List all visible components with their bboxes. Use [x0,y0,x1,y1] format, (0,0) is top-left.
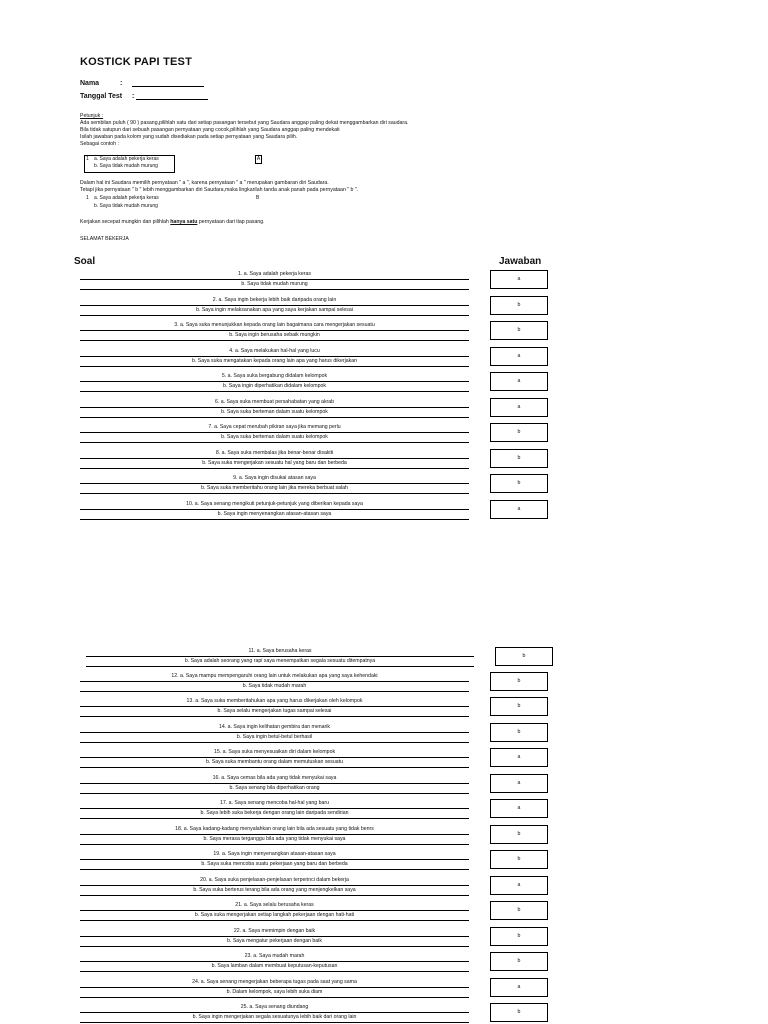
instruction-line: Bila tidak satupun dari sebuah pasangan pernyataan yang cocok,pilihlah yang Saudara anggap paling mendekati [80,127,340,133]
statement-b: b. Saya tidak mudah marah [80,682,469,692]
question-row [80,927,548,947]
statement-a: 9. a. Saya ingin disukai atasan saya [80,474,469,484]
question-row [80,347,548,367]
question-row [80,672,548,692]
statement-b: b. Dalam kelompok, saya lebih suka diam [80,988,469,998]
note-post: pernyataan dari tiap pasang. [197,219,265,225]
document-title: KOSTICK PAPI TEST [80,56,192,68]
statement-b: b. Saya merasa terganggu bila ada yang tidak menyukai saya [80,835,469,845]
example-option-a: a. Saya adalah pekerja keras [94,156,159,162]
soal-header: Soal [74,256,96,267]
answer-cell[interactable]: a [490,270,548,289]
note-line [80,219,265,226]
question-row [80,901,548,921]
question-row [80,850,548,870]
statement-a: 24. a. Saya senang mengerjakan beberapa tugas pada saat yang sama [80,978,469,988]
statement-a: 17. a. Saya senang mencoba hal-hal yang baru [80,799,469,809]
answer-cell[interactable]: b [490,449,548,468]
test-date-label: Tanggal Test [80,93,123,100]
answer-cell[interactable]: b [490,1003,548,1022]
jawaban-header: Jawaban [499,256,542,267]
statement-a: 2. a. Saya ingin bekerja lebih baik daripada orang lain [80,296,469,306]
statement-b: b. Saya lebih suka bekerja dengan orang lain daripada sendirian [80,809,469,819]
question-row [80,876,548,896]
statement-a: 19. a. Saya ingin menyenangkan atasan-atasan saya [80,850,469,860]
statement-a: 22. a. Saya memimpin dengan baik [80,927,469,937]
statement-b: b. Saya suka berteman dalam suatu kelompok [80,433,469,443]
answer-cell[interactable]: a [490,876,548,895]
instruction-line: Ada sembilan puluh ( 90 ) pasang,pilihlah satu dari setiap pasangan tersebut yang Saudara anggap paling dekat menggambarkan diri saudara. [80,120,409,126]
statement-b: b. Saya suka memberitahu orang lain jika mereka berbuat salah [80,484,469,494]
example2-number: 1 [86,195,89,201]
answer-cell[interactable]: a [490,372,548,391]
statement-a: 18. a. Saya kadang-kadang menyalahkan orang lain bila ada sesuatu yang tidak benrs [80,825,469,835]
question-row [80,296,548,316]
example2-option-a: a. Saya adalah pekerja keras [94,195,159,201]
answer-cell[interactable]: b [490,672,548,691]
name-label: Nama [80,80,100,87]
name-blank-line[interactable] [132,79,204,87]
note-emphasis: hanya satu [170,219,198,225]
answer-cell[interactable]: a [490,774,548,793]
example2-option-b: b. Saya tidak mudah murung [94,203,158,209]
statement-b: b. Saya ingin diperhatikan didalam kelompok [80,382,469,392]
test-date-field[interactable] [80,92,208,100]
statement-b: b. Saya mengatur pekerjaan dengan baik [80,937,469,947]
statement-b: b. Saya suka mengerjakan setiap langkah pekerjaan dengan hati-hati [80,911,469,921]
statement-b: b. Saya suka berteman dalam suatu kelompok [80,408,469,418]
statement-a: 12. a. Saya mampu mempengaruhi orang lain untuk melakukan apa yang saya kehendaki [80,672,469,682]
statement-b: b. Saya suka mengatakan kepada orang lain apa yang harus dikerjakan [80,357,469,367]
question-row [80,774,548,794]
statement-b: b. Saya tidak mudah murung [80,280,469,290]
statement-b: b. Saya suka mencoba suatu pekerjaan yang baru dan berbeda [80,860,469,870]
question-row [80,423,548,443]
question-row [80,723,548,743]
statement-a: 6. a. Saya suka membuat persahabatan yang akrab [80,398,469,408]
question-row [80,474,548,494]
question-row [80,500,548,520]
example-answer-mark: A [256,156,261,162]
answer-cell[interactable]: b [490,296,548,315]
answer-cell[interactable]: b [495,647,553,666]
statement-a: 5. a. Saya suka bergabung didalam kelompok [80,372,469,382]
statement-b: b. Saya ingin betul-betul berhasil [80,733,469,743]
statement-a: 14. a. Saya ingin kelihatan gembira dan menarik [80,723,469,733]
statement-a: 4. a. Saya melakukan hal-hal yang lucu [80,347,469,357]
question-row [80,697,548,717]
example2-answer: B [256,195,260,201]
question-row [80,978,548,998]
statement-a: 11. a. Saya berusaha keras [86,647,474,657]
statement-a: 13. a. Saya suka memberitahukan apa yang harus dikerjakan oleh kelompok [80,697,469,707]
test-date-blank-line[interactable] [136,92,208,100]
answer-cell[interactable]: a [490,748,548,767]
answer-cell[interactable]: b [490,697,548,716]
answer-cell[interactable]: b [490,723,548,742]
statement-b: b. Saya suka membantu orang dalam memutuskan sesuatu [80,758,469,768]
statement-b: b. Saya lamban dalam membuat keputusan-keputusan [80,962,469,972]
statement-a: 15. a. Saya suka menyesuaikan diri dalam kelompok [80,748,469,758]
statement-a: 1. a. Saya adalah pekerja keras [80,270,469,280]
question-row [86,647,553,667]
statement-b: b. Saya adalah seorang yang rapi saya menempatkan segala sesuatu ditempatnya [86,657,474,667]
answer-cell[interactable]: b [490,901,548,920]
question-row [80,270,548,290]
statement-b: b. Saya suka berterus terang bila ada orang yang menjengkelkan saya [80,886,469,896]
answer-cell[interactable]: a [490,978,548,997]
statement-b: b. Saya ingin mengerjakan segala sesuatunya lebih baik dari orang lain [80,1013,469,1023]
statement-a: 16. a. Saya cemas bila ada yang tidak menyukai saya [80,774,469,784]
explanation-line: Tetapi jika pernyataan " b " lebih menggambarkan diri Saudara,maka lingkarilah tanda anak panah pada pernyataan " b ". [80,187,359,193]
instructions-heading: Petunjuk : [80,113,104,119]
instruction-line: Isilah jawaban pada kolom yang sudah disediakan pada setiap pernyataan yang Saudara pilih. [80,134,298,140]
name-field[interactable] [80,79,204,87]
answer-cell[interactable]: b [490,927,548,946]
answer-cell[interactable]: b [490,423,548,442]
answer-cell[interactable]: b [490,952,548,971]
statement-a: 10. a. Saya senang mengikuti petunjuk-petunjuk yang diberikan kepada saya [80,500,469,510]
question-row [80,1003,548,1023]
question-row [80,799,548,819]
statement-a: 20. a. Saya suka penjelasan-penjelasan terperinci dalam bekerja [80,876,469,886]
question-row [80,825,548,845]
example-option-b: b. Saya tidak mudah murung [94,163,158,169]
statement-a: 7. a. Saya cepat merubah pikiran saya jika memang perlu [80,423,469,433]
statement-b: b. Saya selalu mengerjakan tugas sampai selesai [80,707,469,717]
closing-text: SELAMAT BEKERJA [80,236,129,242]
answer-cell[interactable]: b [490,474,548,493]
test-date-colon: : [132,93,135,100]
statement-a: 3. a. Saya suka menunjukkan kepada orang lain bagaimana cara mengerjakan sesuatu [80,321,469,331]
question-row [80,321,548,341]
statement-b: b. Saya ingin menyenangkan atasan-atasan saya [80,510,469,520]
answer-cell[interactable]: a [490,347,548,366]
name-colon: : [120,80,123,87]
question-row [80,748,548,768]
statement-b: b. Saya suka mengerjakan sesuatu hal yang baru dan berbeda [80,459,469,469]
note-pre: Kerjakan secepat mungkin dan pilihlah [80,219,171,225]
instruction-line: Sebagai contoh : [80,141,119,147]
answer-cell[interactable]: a [490,398,548,417]
statement-a: 23. a. Saya mudah marah [80,952,469,962]
statement-a: 25. a. Saya senang diundang [80,1003,469,1013]
statement-a: 21. a. Saya selalu berusaha keras [80,901,469,911]
question-row [80,398,548,418]
statement-b: b. Saya senang bila diperhatikan orang [80,784,469,794]
question-row [80,372,548,392]
question-row [80,952,548,972]
example-number: 1 [86,156,89,162]
answer-cell[interactable]: b [490,321,548,340]
answer-cell[interactable]: b [490,825,548,844]
statement-a: 8. a. Saya suka membalas jika benar-benar disakiti [80,449,469,459]
statement-b: b. Saya ingin berusaha sebaik mungkin [80,331,469,341]
answer-cell[interactable]: a [490,500,548,519]
statement-b: b. Saya ingin melaksanakan apa yang saya kerjakan sampai selesai [80,306,469,316]
explanation-line: Dalam hal ini Saudara memilih pernyataan " a ", karena pernyataan " a " merupakan gambaran diri Saudara. [80,180,329,186]
answer-cell[interactable]: a [490,799,548,818]
answer-cell[interactable]: b [490,850,548,869]
question-row [80,449,548,469]
